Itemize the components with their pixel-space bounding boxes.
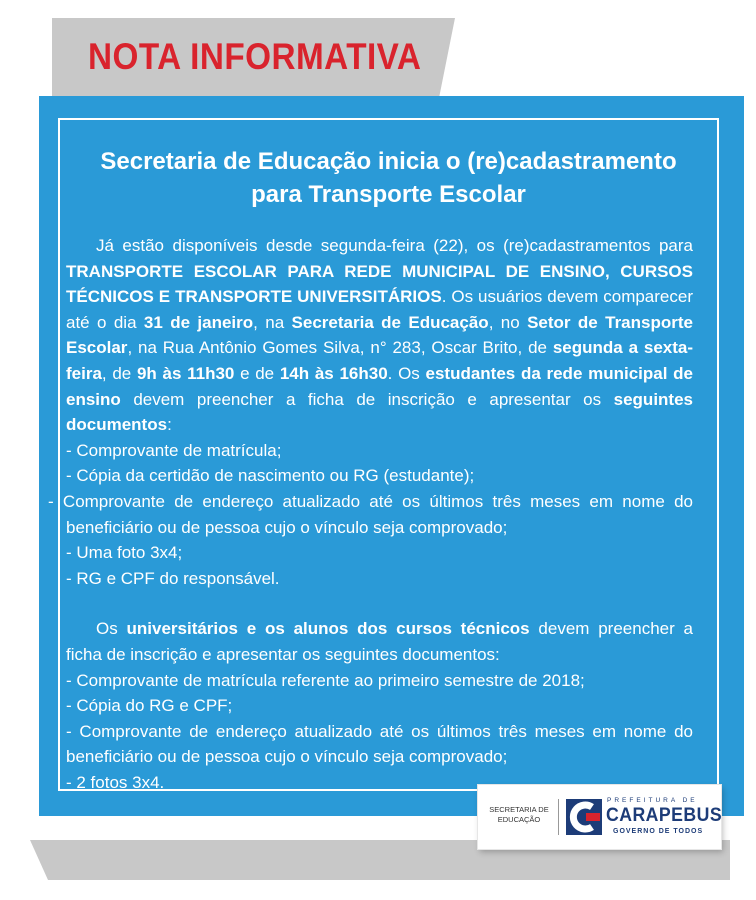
document-list-2 [66, 668, 693, 796]
p1-text-6: , de [101, 363, 137, 383]
list-item: - RG e CPF do responsável. [66, 568, 280, 588]
list-item: - Comprovante de matrícula; [66, 440, 282, 460]
p1-text-3: , na [253, 312, 292, 332]
p1-text-2: . Os usuários devem comparecer até o dia [66, 287, 693, 332]
p1-text-4: , no [488, 312, 528, 332]
p1-bold-9: seguintes documentos [66, 389, 693, 435]
spacer [66, 591, 693, 616]
headline-line-1: Secretaria de Educação inicia o (re)cadastramento [100, 148, 677, 175]
list-item: - Comprovante de matrícula referente ao primeiro semestre de 2018; [66, 670, 585, 690]
p1-bold-3: Secretaria de Educação [291, 312, 489, 332]
p1-text-1: Já estão disponíveis desde segunda-feira (22), os (re)cadastramentos para [96, 236, 693, 255]
body-text [48, 233, 693, 795]
nota-informativa-title: NOTA INFORMATIVA [88, 36, 422, 77]
headline-line-2: para Transporte Escolar [251, 181, 526, 208]
secretaria-line-1: SECRETARIA DE [489, 805, 549, 814]
p1-bold-7: 14h às 16h30 [279, 363, 388, 383]
list-item: - Cópia do RG e CPF; [66, 696, 233, 716]
secretaria-educacao-label [486, 805, 552, 825]
p2-text-1: Os [96, 619, 127, 639]
document-list-1 [48, 438, 693, 592]
p1-bold-2: 31 de janeiro [143, 312, 254, 332]
p1-text-9: devem preencher a ficha de inscrição e apresentar os [120, 389, 614, 409]
slogan: GOVERNO DE TODOS [613, 828, 704, 835]
list-item: - 2 fotos 3x4. [66, 772, 165, 792]
p2-bold-1: universitários e os alunos dos cursos técnicos [126, 619, 530, 639]
prefeitura-label: PREFEITURA DE [607, 797, 698, 804]
headline [58, 145, 719, 211]
p1-bold-5: segunda a sexta-feira [66, 338, 693, 383]
list-item: - Comprovante de endereço atualizado até os últimos três meses em nome do beneficiário ou de pessoa cujo o vínculo seja comprovado; [48, 491, 693, 537]
list-item: - Cópia da certidão de nascimento ou RG (estudante); [66, 466, 475, 486]
carapebus-c-logo-icon [566, 799, 602, 835]
p2-text-2: devem preencher a ficha de inscrição e apresentar os seguintes documentos: [66, 619, 693, 664]
p1-text-5: , na Rua Antônio Gomes Silva, n° 283, Oscar Brito, de [127, 338, 553, 358]
p1-text-10: : [167, 415, 172, 435]
prefeitura-logo-box [478, 785, 721, 849]
p1-bold-1: TRANSPORTE ESCOLAR PARA REDE MUNICIPAL DE ENSINO, CURSOS TÉCNICOS E TRANSPORTE UNIVERSITÁRIOS [66, 261, 693, 307]
p1-text-7: e de [234, 363, 280, 383]
list-item: - Uma foto 3x4; [66, 543, 183, 563]
city-name: CARAPEBUS [606, 805, 723, 826]
p1-bold-4: Setor de Transporte Escolar [66, 312, 693, 358]
paragraph-1 [66, 233, 693, 438]
p1-bold-6: 9h às 11h30 [136, 363, 235, 383]
secretaria-line-2: EDUCAÇÃO [497, 815, 541, 824]
logo-divider [558, 799, 559, 835]
paragraph-2 [66, 616, 693, 667]
list-item: - Comprovante de endereço atualizado até os últimos três meses em nome do beneficiário ou de pessoa cujo o vínculo seja comprovado; [66, 721, 693, 767]
p1-bold-8: estudantes da rede municipal de ensino [66, 363, 693, 409]
p1-text-8: . Os [387, 363, 426, 383]
